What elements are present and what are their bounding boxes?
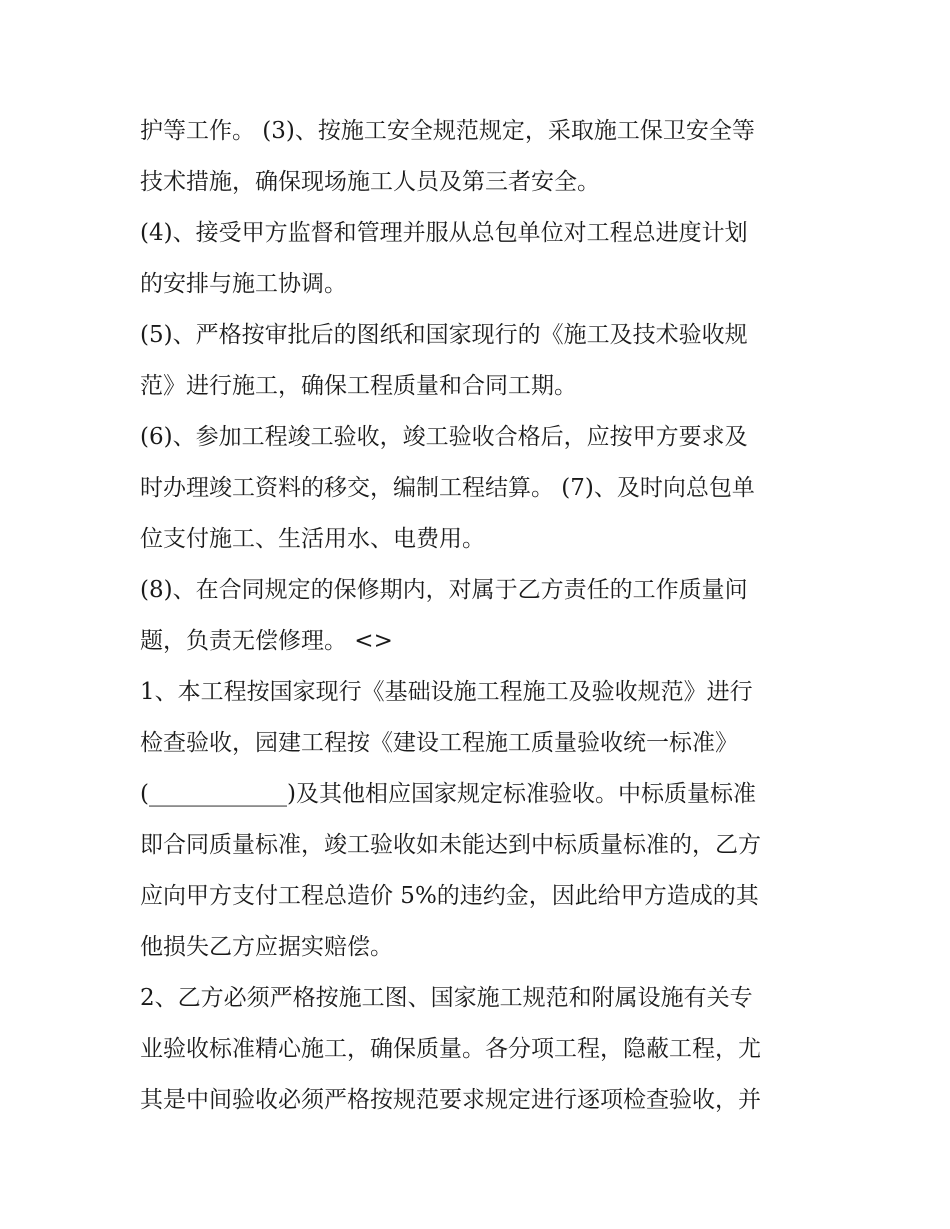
text-line: 护等工作。 (3)、按施工安全规范规定，采取施工保卫安全等 xyxy=(140,118,755,144)
text-line: 1、本工程按国家现行《基础设施工程施工及验收规范》进行 xyxy=(140,679,753,705)
text-line: 的安排与施工协调。 xyxy=(140,271,347,297)
text-line: (4)、接受甲方监督和管理并服从总包单位对工程总进度计划 xyxy=(140,220,748,246)
paragraph-clause-6-7 xyxy=(140,412,820,565)
paragraph-quality-1 xyxy=(140,667,820,973)
text-line: 时办理竣工资料的移交，编制工程结算。 (7)、及时向总包单 xyxy=(140,475,755,501)
paragraph-clause-3 xyxy=(140,106,820,208)
text-line: 即合同质量标准，竣工验收如未能达到中标质量标准的，乙方 xyxy=(140,832,761,858)
text-line: 2、乙方必须严格按施工图、国家施工规范和附属设施有关专 xyxy=(140,985,753,1011)
text-line: (6)、参加工程竣工验收，竣工验收合格后，应按甲方要求及 xyxy=(140,424,748,450)
text-line: (8)、在合同规定的保修期内，对属于乙方责任的工作质量问 xyxy=(140,577,748,603)
text-line: 其是中间验收必须严格按规范要求规定进行逐项检查验收，并 xyxy=(140,1087,761,1113)
text-line: 范》进行施工，确保工程质量和合同工期。 xyxy=(140,373,577,399)
text-line: 技术措施，确保现场施工人员及第三者安全。 xyxy=(140,169,600,195)
text-line: 位支付施工、生活用水、电费用。 xyxy=(140,526,485,552)
paragraph-clause-4 xyxy=(140,208,820,310)
text-line: 他损失乙方应据实赔偿。 xyxy=(140,934,393,960)
text-line: 应向甲方支付工程总造价 5%的违约金，因此给甲方造成的其 xyxy=(140,883,759,909)
paragraph-clause-8 xyxy=(140,565,820,667)
text-line: (5)、严格按审批后的图纸和国家现行的《施工及技术验收规 xyxy=(140,322,748,348)
document-body xyxy=(140,106,820,1126)
text-line: (____________)及其他相应国家规定标准验收。中标质量标准 xyxy=(140,781,756,807)
paragraph-quality-2 xyxy=(140,973,820,1126)
text-line: 题，负责无偿修理。 <> xyxy=(140,628,393,654)
text-line: 业验收标准精心施工，确保质量。各分项工程，隐蔽工程，尤 xyxy=(140,1036,761,1062)
paragraph-clause-5 xyxy=(140,310,820,412)
text-line: 检查验收，园建工程按《建设工程施工质量验收统一标准》 xyxy=(140,730,738,756)
